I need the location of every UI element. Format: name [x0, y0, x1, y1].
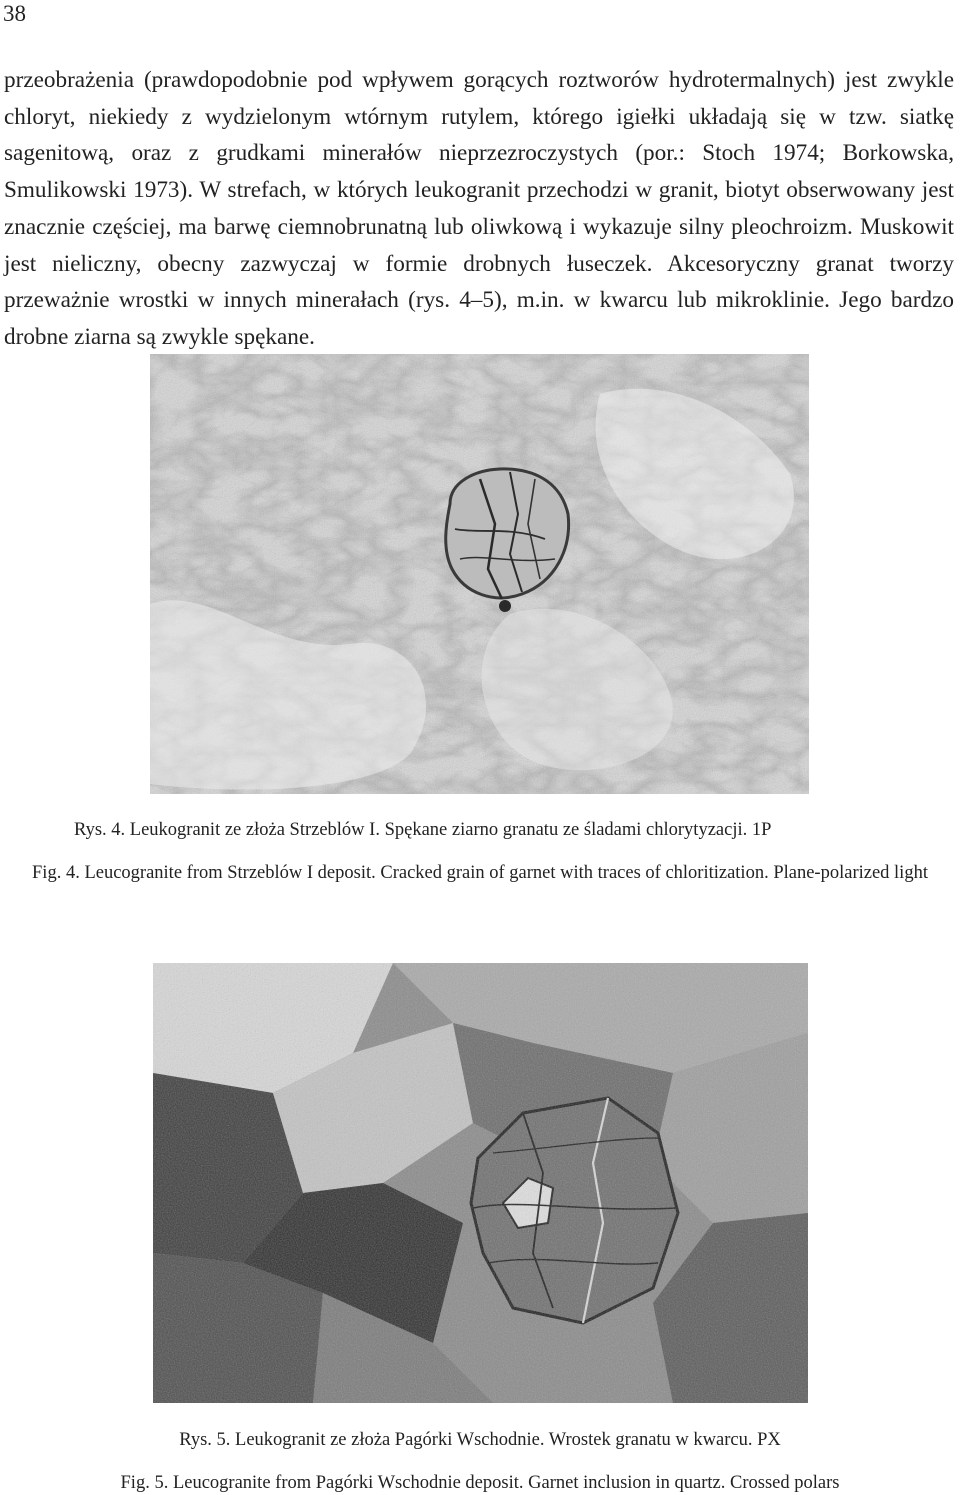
figure-5-caption-en: Fig. 5. Leucogranite from Pagórki Wschodnie deposit. Garnet inclusion in quartz. Crossed polars	[120, 1473, 840, 1493]
figure-5-micrograph	[153, 963, 808, 1403]
figure-5-micrograph-drawing	[153, 963, 808, 1403]
body-paragraph: przeobrażenia (prawdopodobnie pod wpływem gorących roztworów hydrotermalnych) jest zwykle chloryt, niekiedy z wydzielonym wtórnym rutylem, którego igiełki układają się w tzw. siatkę sagenitową, oraz z grudkami minerałów nieprzezroczystych (por.: Stoch 1974; Borkowska, Smulikowski 1973). W strefach, w których leukogranit przechodzi w granit, biotyt obserwowany jest znacznie częściej, ma barwę ciemnobrunatną lub oliwkową i wykazuje silny pleochroizm. Muskowit jest nieliczny, obecny zazwyczaj w formie drobnych łuseczek. Akcesoryczny granat tworzy przeważnie wrostki w innych minerałach (rys. 4–5), m.in. w kwarcu lub mikroklinie. Jego bardzo drobne ziarna są zwykle spękane.	[4, 67, 954, 350]
figure-5-caption-pl: Rys. 5. Leukogranit ze złoża Pagórki Wschodnie. Wrostek granatu w kwarcu. PX	[179, 1430, 781, 1450]
figure-4-caption-en: Fig. 4. Leucogranite from Strzeblów I deposit. Cracked grain of garnet with traces of chloritization. Plane-polarized light	[32, 863, 928, 883]
figure-4-micrograph	[150, 354, 809, 794]
figure-4-micrograph-drawing	[150, 354, 809, 794]
page-number: 38	[3, 1, 26, 26]
figure-4-caption-pl: Rys. 4. Leukogranit ze złoża Strzeblów I. Spękane ziarno granatu ze śladami chlorytyzacji. 1P	[74, 820, 772, 840]
